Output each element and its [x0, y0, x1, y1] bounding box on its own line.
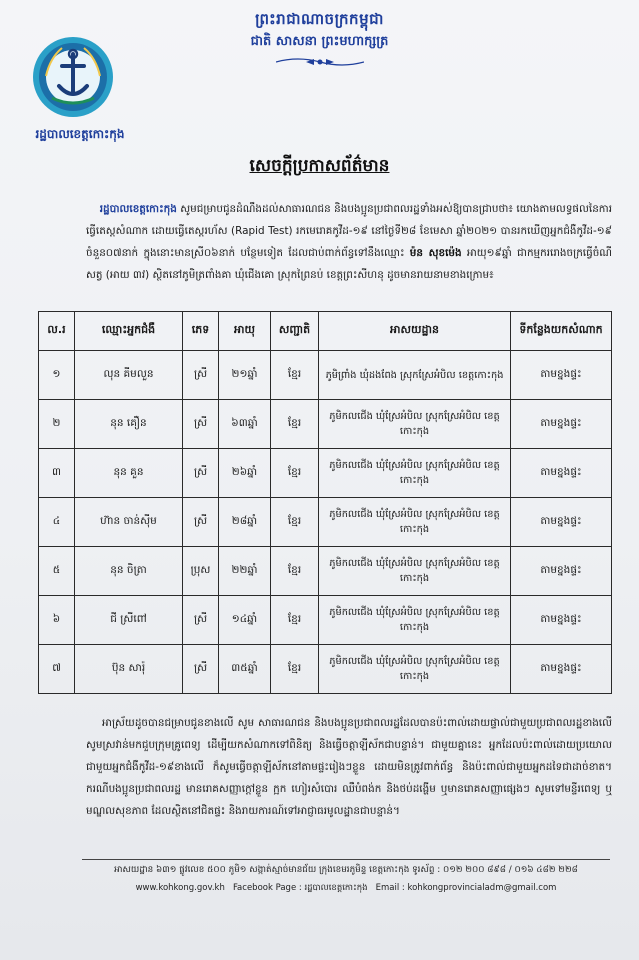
cell-name: ហ៊ាន ចាន់ស៊ីម: [75, 498, 183, 547]
patient-table: [38, 311, 612, 694]
footer-divider: [82, 859, 610, 860]
footer-email: Email : kohkongprovincialadm@gmail.com: [375, 883, 557, 893]
table-row: [39, 351, 612, 400]
cell-name: នុន គឿន: [75, 400, 183, 449]
cell-no: ៥: [39, 547, 75, 596]
table-row: [39, 547, 612, 596]
cell-no: ១: [39, 351, 75, 400]
table-row: [39, 498, 612, 547]
intro-issuer: រដ្ឋបាលខេត្តកោះកុង: [99, 203, 177, 215]
col-header-nationality: សញ្ជាតិ: [271, 312, 319, 351]
issuer-name: រដ្ឋបាលខេត្តកោះកុង: [35, 127, 125, 141]
cell-sample-place: តាមខ្នងផ្ទះ: [511, 498, 612, 547]
footer-facebook: Facebook Page : រដ្ឋបាលខេត្តកោះកុង: [232, 883, 368, 893]
cell-sex: ស្រី: [183, 400, 219, 449]
cell-sample-place: តាមខ្នងផ្ទះ: [511, 351, 612, 400]
cell-name: លុន គីមលួន: [75, 351, 183, 400]
table-header-row: [39, 312, 612, 351]
cell-sex: ស្រី: [183, 645, 219, 694]
cell-name: ប៊ុន សារ៉ុ: [75, 645, 183, 694]
cell-nationality: ខ្មែរ: [271, 498, 319, 547]
cell-sex: ស្រី: [183, 449, 219, 498]
cell-no: ២: [39, 400, 75, 449]
cell-name: នុន ចិត្រា: [75, 547, 183, 596]
ornament-divider: [276, 56, 364, 68]
col-header-age: អាយុ: [219, 312, 271, 351]
intro-linked-person: ម៉ន សុខម៉េង: [409, 247, 462, 259]
cell-sample-place: តាមខ្នងផ្ទះ: [511, 596, 612, 645]
provincial-seal-logo: [32, 36, 114, 118]
cell-sample-place: តាមខ្នងផ្ទះ: [511, 400, 612, 449]
cell-age: ៣៥ឆ្នាំ: [219, 645, 271, 694]
footer-address: អាសយដ្ឋាន ៦៣១ ផ្លូវលេខ ៥០០ ភូមិ១ សង្កាត់ស្មាច់មានជ័យ ក្រុងខេមរភូមិន្ទ ខេត្តកោះកុង ទូរស័ព្ទ : ០១២ ២០០ ៨៩៨ / ០១៦ ៤៨២ ២២៨: [114, 865, 578, 875]
intro-text-2: អាយុ១៩ឆ្នាំ ជាកម្មកររោងចក្រធ្វើចំណីសត្វ (អាយ ៣វ) ស្ថិតនៅភូមិត្រពាំងគា ឃុំជើងគោ ស្រុកព្រៃនប់ ខេត្តព្រះសីហនុ ដូចមានរាយនាមខាងក្រោម៖: [86, 247, 612, 281]
table-row: [39, 596, 612, 645]
cell-age: ២២ឆ្នាំ: [219, 547, 271, 596]
cell-address: ភូមិកលជើង ឃុំស្រែអំបិល ស្រុកស្រែអំបិល ខេត្តកោះកុង: [319, 498, 511, 547]
cell-sample-place: តាមខ្នងផ្ទះ: [511, 449, 612, 498]
cell-address: ភូមិព្រាំង ឃុំដងពែង ស្រុកស្រែអំបិល ខេត្តកោះកុង: [319, 351, 511, 400]
cell-no: ៤: [39, 498, 75, 547]
cell-address: ភូមិកលជើង ឃុំស្រែអំបិល ស្រុកស្រែអំបិល ខេត្តកោះកុង: [319, 547, 511, 596]
cell-no: ៧: [39, 645, 75, 694]
cell-age: ១៤ឆ្នាំ: [219, 596, 271, 645]
cell-nationality: ខ្មែរ: [271, 400, 319, 449]
intro-text-1: សូមជម្រាបជូនដំណឹងដល់សាធារណជន និងបងប្អូនប្រជាពលរដ្ឋទាំងអស់ឱ្យបានជ្រាបថា៖ យោងតាមលទ្ធផលនៃការធ្វើតេស្តសំណាក ដោយធ្វើតេស្តរហ័ស (Rapid Test) រកមេរោគកូវីដ-១៩ នៅថ្ងៃទី២៨ ខែមេសា ឆ្នាំ២០២១ បានរកឃើញអ្នកជំងឺកូវីដ-១៩ ចំនួន០៧នាក់ ក្នុងនោះមានស្រី០៦នាក់ បន្ថែមទៀត ដែលជាប់ពាក់ព័ន្ធទៅនឹងឈ្មោះ: [86, 203, 612, 259]
cell-name: ជី ស្រីពៅ: [75, 596, 183, 645]
footer-website-link[interactable]: www.kohkong.gov.kh: [135, 883, 225, 893]
cell-sample-place: តាមខ្នងផ្ទះ: [511, 547, 612, 596]
page-title: សេចក្ដីប្រកាសព័ត៌មាន: [249, 156, 390, 176]
intro-paragraph: [86, 198, 612, 286]
closing-text: អាស្រ័យដូចបានជម្រាបជូនខាងលើ សូម សាធារណជន និងបងប្អូនប្រជាពលរដ្ឋដែលបានប៉ះពាល់ដោយផ្ទាល់ជាមួយប្រជាពលរដ្ឋខាងលើ សូមស្រវាន់មកជួបក្រុមគ្រូពេទ្យ ដើម្បីយកសំណាកទៅពិនិត្យ និងធ្វើចត្តាឡីស័កជាបន្ទាន់។ ជាមួយគ្នានេះ អ្នកដែលប៉ះពាល់ដោយប្រយោលជាមួយអ្នកជំងឺកូវីដ-១៩ខាងលើ ក៏សូមធ្វើចត្តាឡីស័កនៅតាមផ្ទះរៀងៗខ្លួន ដោយមិនត្រូវពាក់ព័ន្ធ និងប៉ះពាល់ជាមួយអ្នកដទៃជាដាច់ខាត។ ករណីបងប្អូនប្រជាពលរដ្ឋ មានរោគសញ្ញាក្ដៅខ្លួន ក្អក ហៀរសំបោរ ឈឺបំពង់ក និងថប់ដង្ហើម ឬមានរោគសញ្ញាផ្សេងៗ សូមទៅមន្ទីរពេទ្យ ឬមណ្ឌលសុខភាព ដែលស្ថិតនៅជិតផ្ទះ និងរាយការណ៍ទៅអាជ្ញាធរមូលដ្ឋានជាបន្ទាន់។: [86, 717, 612, 817]
col-header-no: ល.រ: [39, 312, 75, 351]
cell-sex: ស្រី: [183, 498, 219, 547]
cell-age: ២១ឆ្នាំ: [219, 351, 271, 400]
cell-sex: ប្រុស: [183, 547, 219, 596]
cell-age: ២៦ឆ្នាំ: [219, 449, 271, 498]
cell-address: ភូមិកលជើង ឃុំស្រែអំបិល ស្រុកស្រែអំបិល ខេត្តកោះកុង: [319, 400, 511, 449]
cell-nationality: ខ្មែរ: [271, 596, 319, 645]
cell-sample-place: តាមខ្នងផ្ទះ: [511, 645, 612, 694]
cell-address: ភូមិកលជើង ឃុំស្រែអំបិល ស្រុកស្រែអំបិល ខេត្តកោះកុង: [319, 449, 511, 498]
table-row: [39, 449, 612, 498]
table-row: [39, 400, 612, 449]
cell-address: ភូមិកលជើង ឃុំស្រែអំបិល ស្រុកស្រែអំបិល ខេត្តកោះកុង: [319, 596, 511, 645]
national-motto: ជាតិ សាសនា ព្រះមហាក្សត្រ: [250, 34, 389, 49]
cell-name: នុន គួន: [75, 449, 183, 498]
col-header-address: អាសយដ្ឋាន: [319, 312, 511, 351]
cell-no: ៦: [39, 596, 75, 645]
cell-nationality: ខ្មែរ: [271, 547, 319, 596]
cell-sex: ស្រី: [183, 351, 219, 400]
cell-nationality: ខ្មែរ: [271, 351, 319, 400]
col-header-sex: ភេទ: [183, 312, 219, 351]
cell-no: ៣: [39, 449, 75, 498]
cell-age: ៦៣ឆ្នាំ: [219, 400, 271, 449]
cell-nationality: ខ្មែរ: [271, 645, 319, 694]
cell-nationality: ខ្មែរ: [271, 449, 319, 498]
kingdom-heading: ព្រះរាជាណាចក្រកម្ពុជា: [255, 10, 384, 28]
cell-age: ២៨ឆ្នាំ: [219, 498, 271, 547]
col-header-sample-place: ទីកន្លែងយកសំណាក: [511, 312, 612, 351]
table-row: [39, 645, 612, 694]
cell-sex: ស្រី: [183, 596, 219, 645]
closing-paragraph: [86, 712, 612, 822]
col-header-name: ឈ្មោះអ្នកជំងឺ: [75, 312, 183, 351]
footer-contacts: [82, 883, 610, 895]
cell-address: ភូមិកលជើង ឃុំស្រែអំបិល ស្រុកស្រែអំបិល ខេត្តកោះកុង: [319, 645, 511, 694]
